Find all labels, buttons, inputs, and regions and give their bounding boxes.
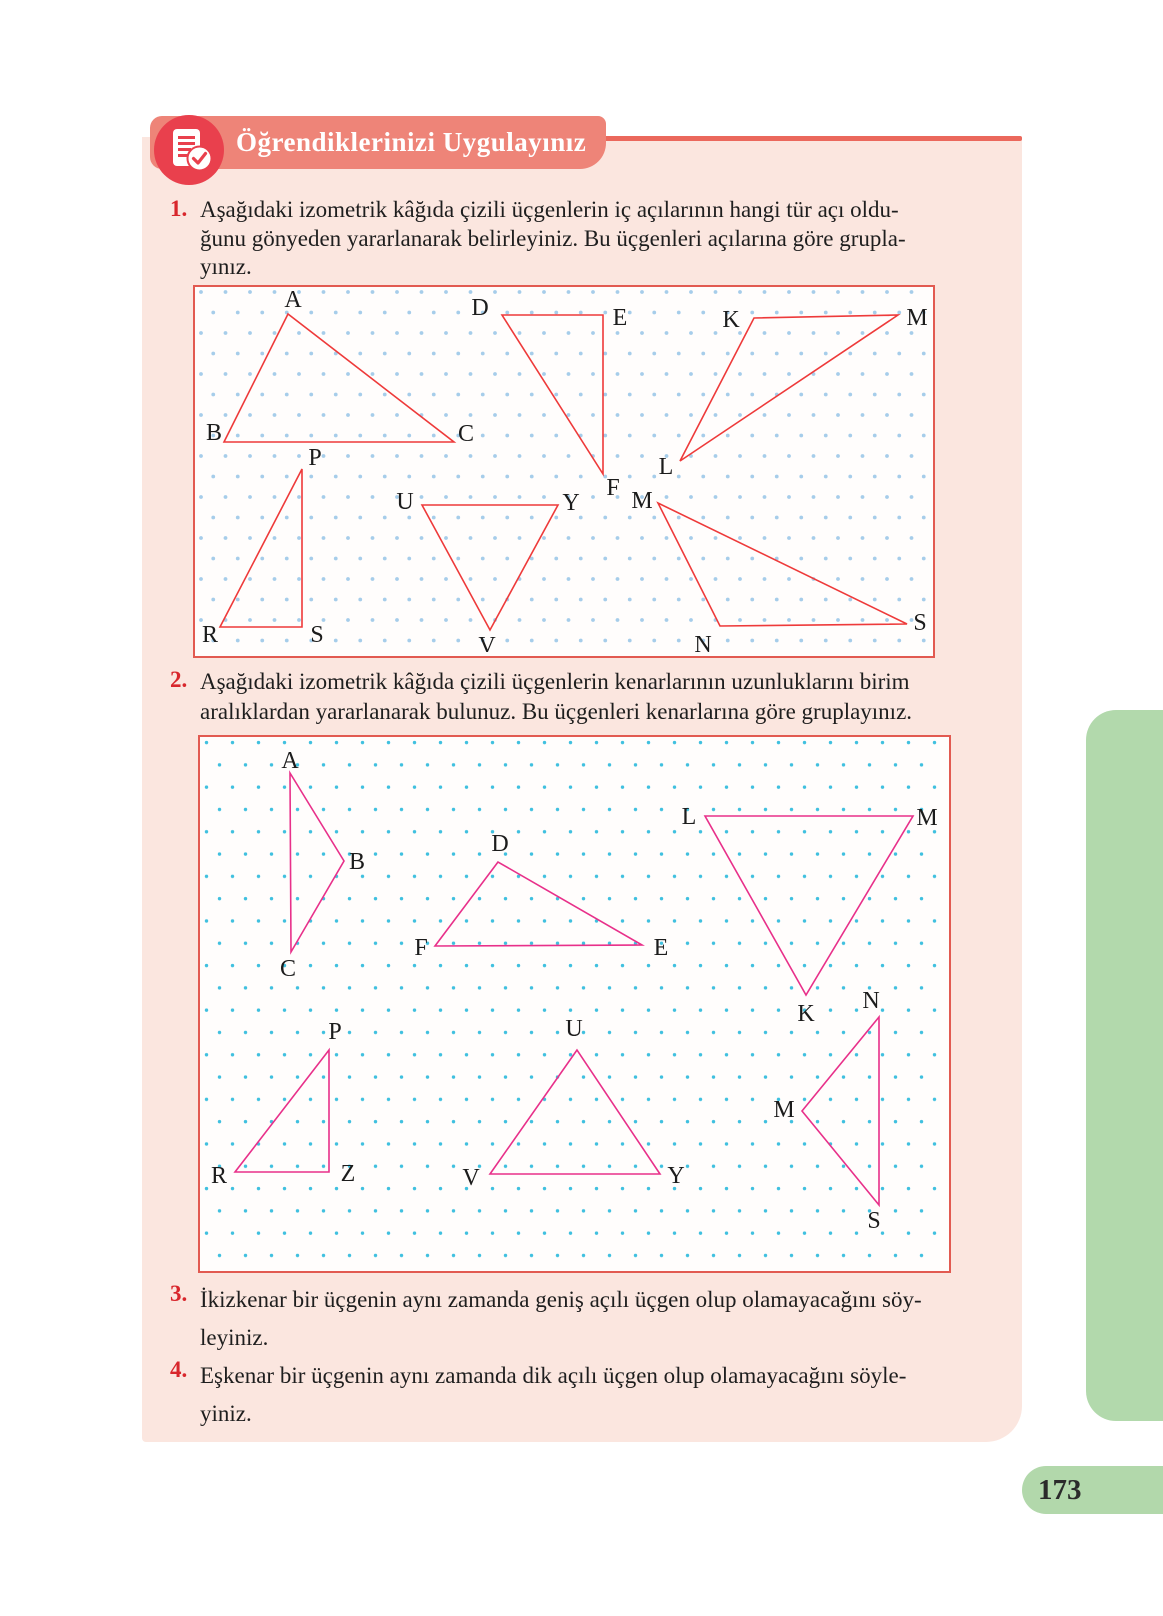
section-title: Öğrendiklerinizi Uygulayınız [236, 127, 587, 157]
vertex-label-A: A [281, 748, 299, 774]
document-check-icon [154, 115, 224, 185]
question-2-number: 2. [170, 667, 188, 692]
question-2 [170, 667, 1022, 727]
question-4-number: 4. [170, 1357, 188, 1382]
vertex-label-U: U [565, 1016, 583, 1042]
vertex-label-B: B [205, 420, 223, 446]
figure-1-canvas [195, 287, 929, 652]
vertex-label-M: M [906, 305, 928, 331]
question-line: leyiniz. [200, 1325, 269, 1350]
vertex-label-A: A [284, 287, 302, 313]
question-line: İkizkenar bir üçgenin aynı zamanda geniş açılı üçgen olup olamayacağını söy- [200, 1287, 922, 1312]
question-3 [170, 1281, 1022, 1357]
vertex-label-R: R [210, 1163, 228, 1189]
vertex-label-E: E [612, 305, 628, 331]
vertex-label-V: V [462, 1165, 480, 1191]
vertex-label-S: S [867, 1208, 881, 1234]
vertex-label-Y: Y [562, 490, 580, 516]
page-number-badge [1022, 1466, 1163, 1514]
vertex-label-P: P [328, 1019, 342, 1045]
vertex-label-R: R [201, 622, 219, 648]
question-3-text [200, 1281, 1022, 1357]
question-1-text [200, 196, 1022, 282]
figure-2-isometric-grid [198, 735, 951, 1273]
vertex-label-C: C [279, 956, 297, 982]
vertex-label-S: S [913, 610, 927, 636]
vertex-label-N: N [694, 632, 712, 652]
vertex-label-U: U [396, 489, 414, 515]
figure-1-isometric-grid [193, 285, 935, 658]
vertex-label-Y: Y [667, 1163, 685, 1189]
vertex-label-N: N [862, 988, 880, 1014]
vertex-label-D: D [491, 831, 509, 857]
question-line: aralıklardan yararlanarak bulunuz. Bu üçgenleri kenarlarına göre gruplayınız. [200, 699, 913, 724]
question-line: yiniz. [200, 1401, 252, 1426]
vertex-label-F: F [414, 935, 428, 961]
vertex-label-L: L [658, 454, 674, 480]
question-line: ğunu gönyeden yararlanarak belirleyiniz. Bu üçgenleri açılarına göre grupla- [200, 225, 906, 251]
document-check-glyph [154, 115, 224, 185]
vertex-label-L: L [681, 804, 697, 830]
question-1 [170, 196, 1022, 282]
vertex-label-D: D [471, 295, 489, 321]
vertex-label-V: V [478, 633, 496, 652]
question-1-number: 1. [170, 196, 188, 221]
vertex-label-K: K [797, 1001, 815, 1027]
vertex-label-P: P [308, 445, 322, 471]
page-number: 173 [1038, 1473, 1082, 1506]
vertex-label-E: E [653, 935, 669, 961]
question-line: Aşağıdaki izometrik kâğıda çizili üçgenlerin kenarlarının uzunluklarını birim [200, 669, 910, 694]
question-3-number: 3. [170, 1281, 188, 1306]
question-4 [170, 1357, 1022, 1433]
dot-grid-1 [195, 287, 929, 652]
question-line: Eşkenar bir üçgenin aynı zamanda dik açılı üçgen olup olamayacağını söyle- [200, 1363, 907, 1388]
vertex-label-F: F [606, 475, 620, 501]
vertex-label-Z: Z [340, 1161, 356, 1187]
vertex-label-C: C [457, 421, 475, 447]
vertex-label-B: B [348, 849, 366, 875]
header-rule-line [596, 136, 1022, 141]
vertex-label-M: M [631, 488, 653, 514]
vertex-label-S: S [310, 622, 324, 648]
question-line: Aşağıdaki izometrik kâğıda çizili üçgenlerin iç açılarının hangi tür açı oldu- [200, 197, 899, 222]
vertex-label-M: M [916, 805, 938, 831]
vertex-label-M: M [773, 1097, 795, 1123]
question-line: yınız. [200, 254, 252, 279]
decorative-side-bar [1086, 710, 1163, 1421]
question-4-text [200, 1357, 1022, 1433]
question-2-text [200, 667, 1022, 727]
figure-2-canvas [200, 737, 945, 1267]
vertex-label-K: K [722, 307, 740, 333]
